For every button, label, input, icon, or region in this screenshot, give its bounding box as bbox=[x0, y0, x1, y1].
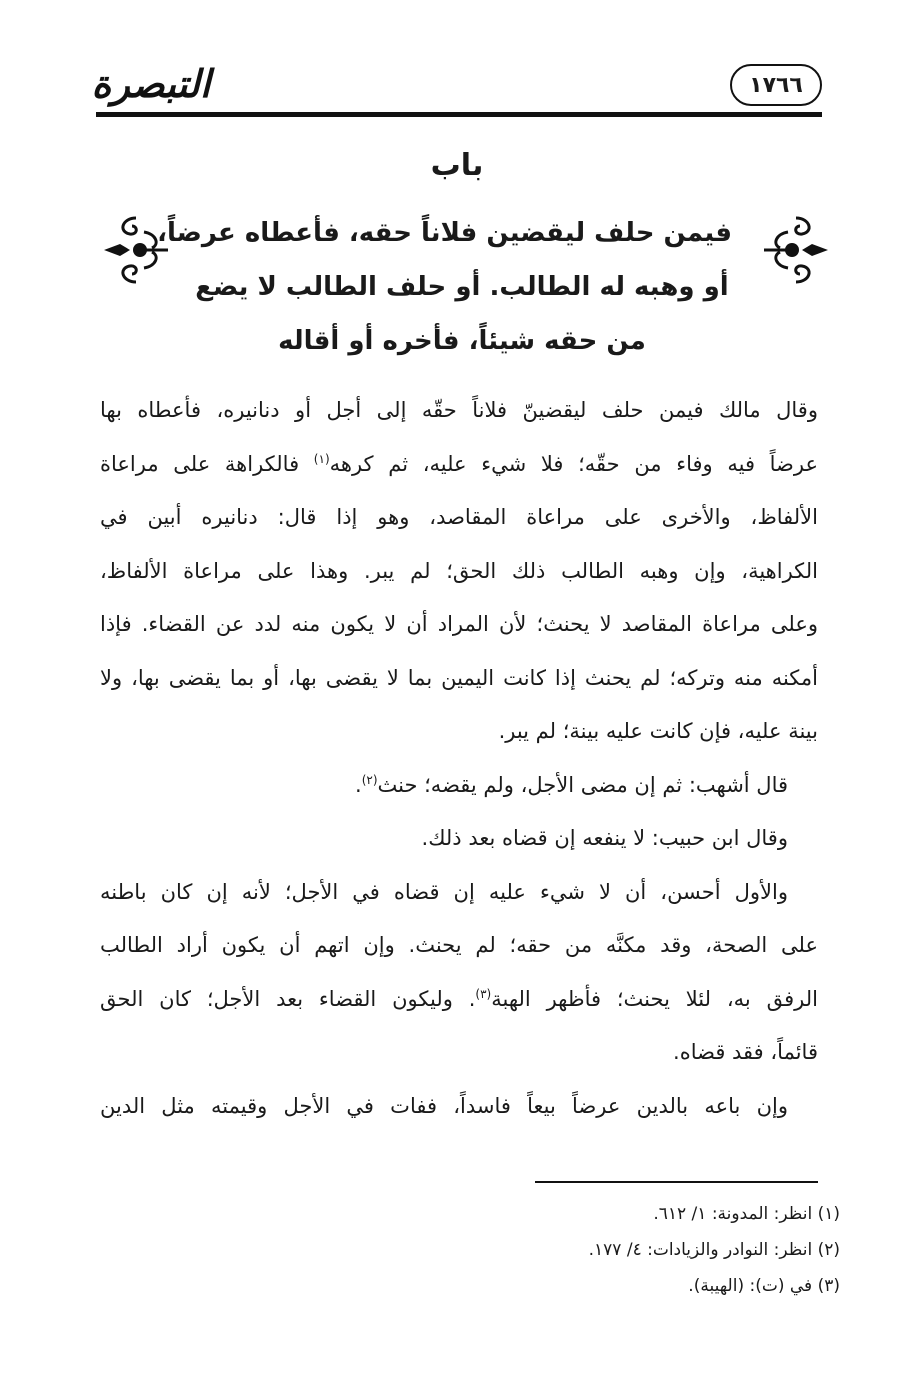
chapter-heading: باب bbox=[430, 148, 484, 183]
chapter-title-line: من حقه شيئاً، فأخره أو أقاله bbox=[278, 326, 646, 356]
body-line: الكراهية، وإن وهبه الطالب ذلك الحق؛ لم يبر. وهذا على مراعاة الألفاظ، bbox=[100, 558, 818, 583]
book-logo-text: التبصرة bbox=[91, 60, 211, 106]
footnote: (١) انظر: المدونة: ١/ ٦١٢. bbox=[653, 1204, 840, 1224]
body-line: وقال مالك فيمن حلف ليقضينّ فلاناً حقّه إلى أجل أو دنانيره، فأعطاه بها bbox=[100, 398, 818, 422]
chapter-title bbox=[157, 206, 732, 368]
body-line: بينة عليه، فإن كانت عليه بينة؛ لم يبر. bbox=[498, 719, 818, 743]
body-line: الألفاظ، والأخرى على مراعاة المقاصد، وهو إذا قال: دنانيره أبين في bbox=[100, 505, 818, 529]
body-line: قائماً، فقد قضاه. bbox=[673, 1040, 818, 1064]
body-line: عرضاً فيه وفاء من حقّه؛ فلا شيء عليه، ثم كرهه$^{(١)}$ فالكراهة على مراعاة bbox=[100, 451, 818, 476]
body-line: والأول أحسن، أن لا شيء عليه إن قضاه في الأجل؛ لأنه إن كان باطنه bbox=[100, 879, 788, 904]
body-line: قال أشهب: ثم إن مضى الأجل، ولم يقضه؛ حنث$^{(٢)}$. bbox=[355, 772, 788, 797]
header-divider bbox=[96, 112, 822, 117]
chapter-title-line: فيمن حلف ليقضين فلاناً حقه، فأعطاه عرضاً، bbox=[157, 218, 732, 248]
footnote: (٣) في (ت): (الهيبة). bbox=[688, 1276, 840, 1296]
ornament-right-icon bbox=[760, 212, 832, 288]
chapter-title-line: أو وهبه له الطالب. أو حلف الطالب لا يضع bbox=[195, 272, 729, 302]
page-number bbox=[730, 64, 822, 106]
body-line: الرفق به، لئلا يحنث؛ فأظهر الهبة$^{(٣)}$. وليكون القضاء بعد الأجل؛ كان الحق bbox=[100, 986, 818, 1011]
footnote: (٢) انظر: النوادر والزيادات: ٤/ ١٧٧. bbox=[588, 1240, 840, 1260]
body-line: على الصحة، وقد مكنَّه من حقه؛ لم يحنث. وإن اتهم أن يكون أراد الطالب bbox=[100, 933, 818, 957]
footnote-ref: (٣) bbox=[475, 986, 492, 1001]
body-line: أمكنه منه وتركه؛ لم يحنث إذا كانت اليمين بما لا يقضى بها، أو بما يقضى بها، ولا bbox=[100, 665, 818, 690]
footnote-divider bbox=[535, 1181, 818, 1183]
page-number-text: ١٧٦٦ bbox=[749, 72, 803, 98]
footnote-ref: (١) bbox=[313, 451, 330, 466]
footnote-ref: (٢) bbox=[361, 772, 378, 787]
book-logo bbox=[91, 54, 211, 112]
footnotes bbox=[400, 1196, 840, 1304]
body-line: وإن باعه بالدين عرضاً بيعاً فاسداً، ففات في الأجل وقيمته مثل الدين bbox=[100, 1093, 788, 1118]
body-line: وقال ابن حبيب: لا ينفعه إن قضاه بعد ذلك. bbox=[421, 826, 788, 850]
body-line: وعلى مراعاة المقاصد لا يحنث؛ لأن المراد أن لا يكون منه لدد عن القضاء. فإذا bbox=[100, 612, 818, 636]
page-header bbox=[91, 52, 822, 122]
body-text bbox=[100, 384, 818, 1133]
